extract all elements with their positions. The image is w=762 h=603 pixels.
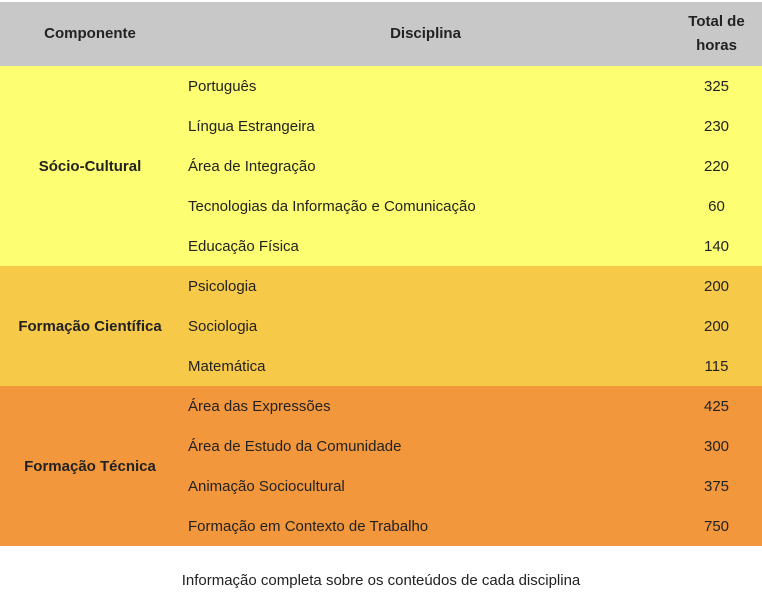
header-total-hours-line1: Total de [688, 13, 745, 30]
discipline-cell: Língua Estrangeira [180, 106, 671, 146]
table-row [0, 66, 762, 106]
header-total-hours [671, 2, 762, 66]
full-info-link[interactable]: Informação completa sobre os conteúdos de cada disciplina [181, 572, 581, 589]
discipline-cell: Sociologia [180, 306, 671, 346]
component-cell: Sócio-Cultural [0, 66, 180, 266]
discipline-cell: Educação Física [180, 226, 671, 266]
hours-cell: 325 [671, 66, 762, 106]
discipline-cell: Área de Estudo da Comunidade [180, 426, 671, 466]
hours-cell: 200 [671, 266, 762, 306]
header-total-hours-line2: horas [696, 37, 737, 54]
hours-cell: 115 [671, 346, 762, 386]
discipline-cell: Português [180, 66, 671, 106]
component-cell: Formação Científica [0, 266, 180, 386]
hours-cell: 375 [671, 466, 762, 506]
header-component: Componente [0, 2, 180, 66]
hours-cell: 750 [671, 506, 762, 546]
group-socio-cultural [0, 66, 762, 266]
group-formacao-cientifica [0, 266, 762, 386]
discipline-cell: Área de Integração [180, 146, 671, 186]
hours-cell: 200 [671, 306, 762, 346]
group-formacao-tecnica [0, 386, 762, 546]
hours-cell: 300 [671, 426, 762, 466]
hours-cell: 230 [671, 106, 762, 146]
header-discipline: Disciplina [180, 2, 671, 66]
discipline-cell: Formação em Contexto de Trabalho [180, 506, 671, 546]
hours-cell: 220 [671, 146, 762, 186]
hours-cell: 425 [671, 386, 762, 426]
discipline-cell: Área das Expressões [180, 386, 671, 426]
hours-cell: 140 [671, 226, 762, 266]
component-cell: Formação Técnica [0, 386, 180, 546]
hours-cell: 60 [671, 186, 762, 226]
discipline-cell: Tecnologias da Informação e Comunicação [180, 186, 671, 226]
table-row [0, 266, 762, 306]
curriculum-table [0, 2, 762, 546]
discipline-cell: Matemática [180, 346, 671, 386]
discipline-cell: Psicologia [180, 266, 671, 306]
table-header-row [0, 2, 762, 66]
table-row [0, 386, 762, 426]
discipline-cell: Animação Sociocultural [180, 466, 671, 506]
